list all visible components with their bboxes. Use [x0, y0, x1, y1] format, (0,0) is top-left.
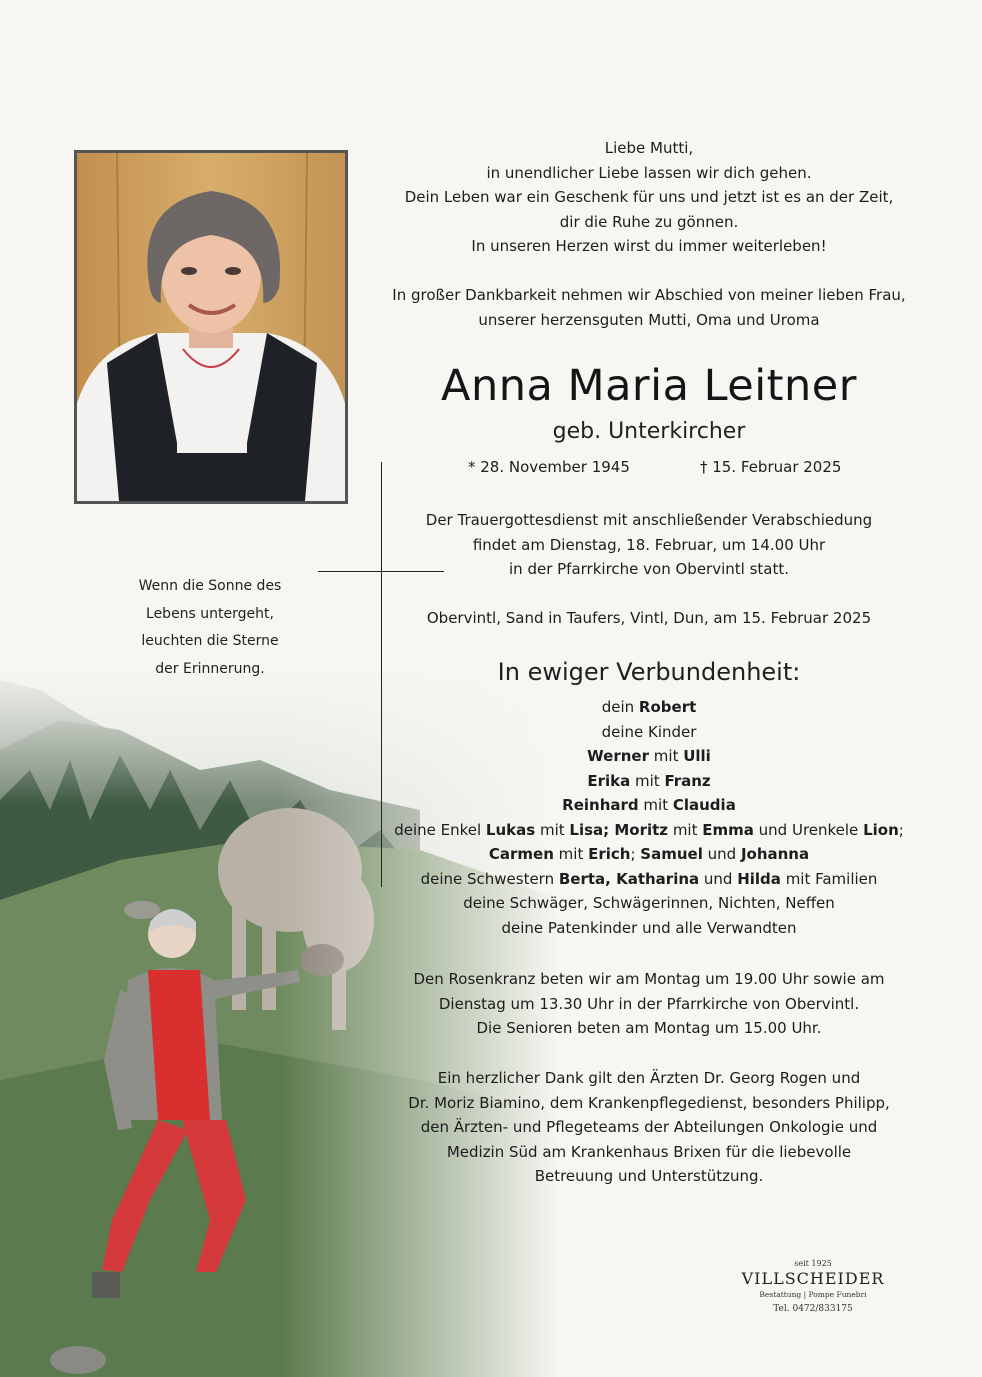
mourner-name: Johanna [740, 845, 810, 863]
acknowledgement-line: Medizin Süd am Krankenhaus Brixen für die liebevolle [446, 1142, 852, 1161]
mourner-text: mit Familien [780, 869, 878, 888]
mourner-text: mit [630, 771, 665, 790]
mourner-text: und [699, 869, 738, 888]
mourner-name: Werner [587, 747, 650, 765]
mourner-text: deine Patenkinder und alle Verwandten [501, 918, 797, 937]
memorial-quote [110, 573, 310, 683]
rosary-line: Die Senioren beten am Montag um 15.00 Uhr. [476, 1019, 822, 1037]
place-date: Obervintl, Sand in Taufers, Vintl, Dun, am 15. Februar 2025 [426, 609, 872, 627]
mourner-name: Lion [863, 820, 899, 839]
mourner-text: deine Schwestern [420, 869, 559, 888]
acknowledgement-line: den Ärzten- und Pflegeteams der Abteilungen Onkologie und [420, 1118, 878, 1136]
logo-since: seit 1925 [794, 1259, 832, 1268]
logo-subtitle: Bestattung | Pompe Funebri [759, 1290, 867, 1299]
mourner-line [390, 744, 908, 769]
mourner-name: Franz [664, 771, 711, 790]
mourner-name: Robert [638, 698, 697, 716]
funeral-service-info [390, 508, 908, 582]
mourner-line [390, 695, 908, 720]
farewell-line: In großer Dankbarkeit nehmen wir Abschied von meiner lieben Frau, [392, 286, 906, 304]
mourner-line [390, 818, 908, 843]
mourner-name: Carmen [488, 845, 554, 863]
logo-brand: VILLSCHEIDER [741, 1269, 885, 1288]
logo-phone: Tel. 0472/833175 [773, 1304, 853, 1314]
mourners-list [390, 695, 908, 940]
acknowledgement-line: Dr. Moriz Biamino, dem Krankenpflegedienst, besonders Philipp, [408, 1093, 890, 1112]
intro-text [390, 136, 908, 259]
acknowledgement [390, 1066, 908, 1189]
funeral-home-logo [740, 1259, 886, 1316]
mourner-line [390, 916, 908, 941]
quote-line: Lebens untergeht, [146, 605, 274, 622]
service-line: in der Pfarrkirche von Obervintl statt. [509, 560, 789, 578]
mourner-name: Lisa; Moritz [569, 820, 669, 839]
service-line: findet am Dienstag, 18. Februar, um 14.00 Uhr [472, 535, 826, 554]
intro-line: in unendlicher Liebe lassen wir dich gehen. [486, 163, 812, 182]
mourner-name: Erika [587, 771, 631, 790]
mourner-text: mit [649, 747, 684, 765]
quote-line: leuchten die Sterne [141, 633, 279, 649]
rosary-info [390, 967, 908, 1041]
intro-line: Dein Leben war ein Geschenk für uns und jetzt ist es an der Zeit, [404, 188, 894, 206]
mourner-text: und Urenkele [753, 820, 864, 839]
acknowledgement-line: Betreuung und Unterstützung. [534, 1167, 764, 1185]
mourner-text: ; [898, 820, 904, 839]
mourner-text: mit [638, 796, 673, 814]
intro-line: dir die Ruhe zu gönnen. [559, 212, 739, 231]
death-date: † 15. Februar 2025 [700, 458, 842, 476]
farewell-text [390, 283, 908, 332]
rosary-line: Den Rosenkranz beten wir am Montag um 19.00 Uhr sowie am [413, 970, 885, 988]
mourner-text: ; [630, 845, 641, 863]
mourner-text: mit [535, 820, 570, 839]
mourner-name: Claudia [672, 796, 736, 814]
mourner-name: Erich [588, 845, 631, 863]
mourner-line [390, 769, 908, 794]
rosary-line: Dienstag um 13.30 Uhr in der Pfarrkirche von Obervintl. [438, 994, 860, 1013]
mourner-line [390, 720, 908, 745]
mourner-name: Lukas [485, 820, 536, 839]
mourner-text: mit [668, 820, 703, 839]
intro-line: Liebe Mutti, [604, 139, 694, 157]
quote-line: der Erinnerung. [155, 660, 265, 677]
cross-vertical [381, 462, 382, 887]
mourner-name: Emma [702, 820, 754, 839]
family-heading: In ewiger Verbundenheit: [497, 658, 801, 686]
portrait-photo [74, 150, 348, 504]
mourner-line [390, 842, 908, 867]
maiden-name: geb. Unterkircher [552, 419, 746, 444]
farewell-line: unserer herzensguten Mutti, Oma und Uroma [478, 310, 820, 329]
mourner-name: Samuel [640, 845, 703, 863]
mourner-line [390, 793, 908, 818]
mourner-name: Reinhard [562, 796, 639, 814]
mourner-name: Hilda [737, 869, 781, 888]
intro-line: In unseren Herzen wirst du immer weiterleben! [471, 237, 827, 255]
mourner-line [390, 891, 908, 916]
acknowledgement-line: Ein herzlicher Dank gilt den Ärzten Dr. Georg Rogen und [437, 1069, 861, 1087]
mourner-line [390, 867, 908, 892]
quote-line: Wenn die Sonne des [138, 578, 282, 594]
mourner-text: deine Kinder [601, 722, 697, 741]
mourner-text: deine Enkel [394, 820, 486, 839]
service-line: Der Trauergottesdienst mit anschließender Verabschiedung [425, 511, 873, 529]
mourner-text: deine Schwäger, Schwägerinnen, Nichten, Neffen [463, 894, 835, 912]
birth-date: * 28. November 1945 [468, 458, 630, 476]
mourner-name: Ulli [683, 747, 711, 765]
deceased-name: Anna Maria Leitner [441, 361, 857, 411]
life-dates [468, 458, 868, 482]
mourner-text: mit [553, 845, 589, 863]
mourner-text: und [702, 845, 741, 863]
mourner-name: Berta, Katharina [558, 869, 700, 888]
mourner-text: dein [601, 698, 639, 716]
